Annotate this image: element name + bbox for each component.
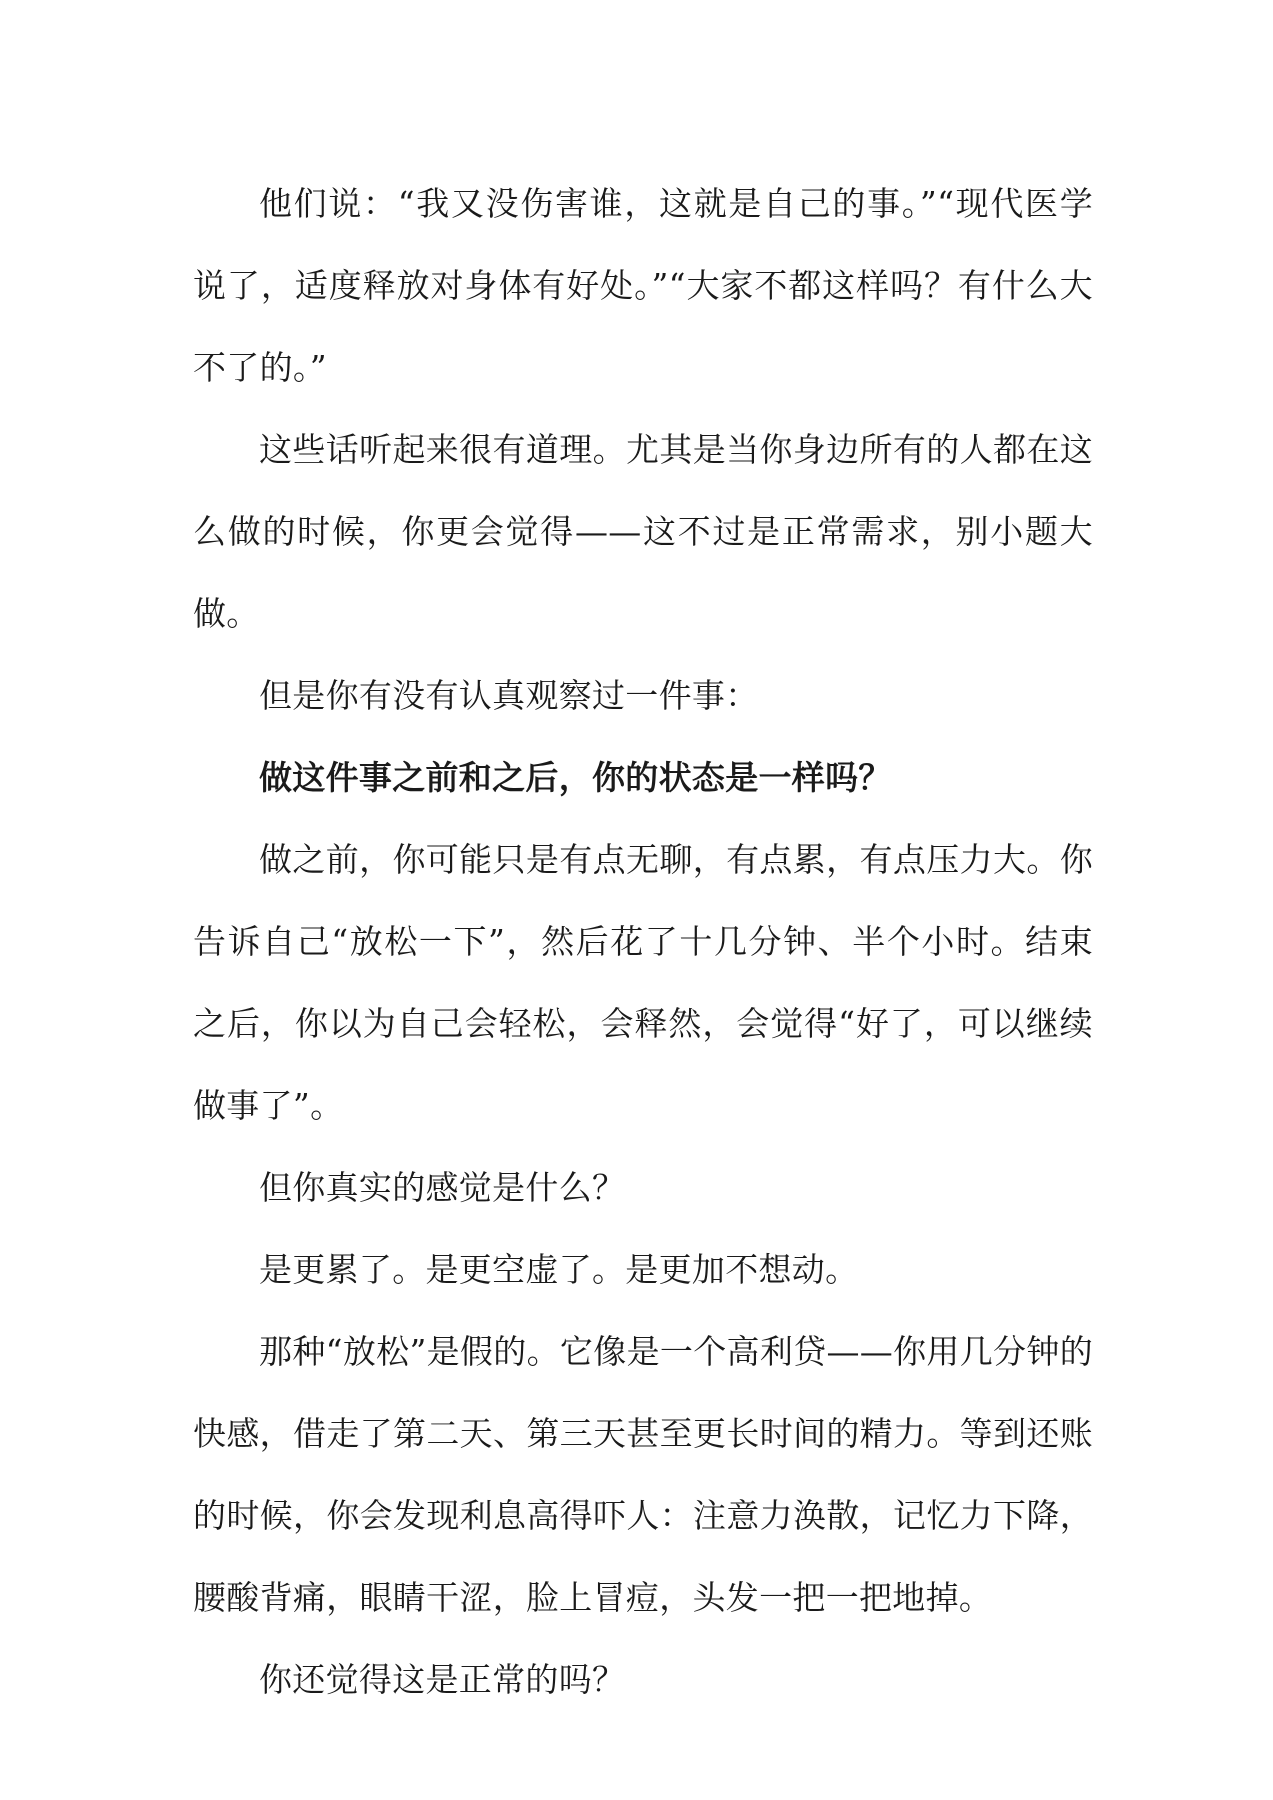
paragraph-3: 但是你有没有认真观察过一件事： [259, 676, 759, 715]
paragraph-4-bold-question: 做这件事之前和之后，你的状态是一样吗？ [259, 758, 892, 797]
paragraph-1: 他们说：“我又没伤害谁，这就是自己的事。”“现代医学说了，适度释放对身体有好处。”“大家不都这样吗？有什么大不了的。” [193, 184, 1093, 387]
paragraph-8: 那种“放松”是假的。它像是一个高利贷——你用几分钟的快感，借走了第二天、第三天甚至更长时间的精力。等到还账的时候，你会发现利息高得吓人：注意力涣散，记忆力下降，腰酸背痛，眼睛干涩，脸上冒痘，头发一把一把地掉。 [193, 1332, 1093, 1617]
paragraph-9: 你还觉得这是正常的吗？ [259, 1660, 626, 1699]
paragraph-2: 这些话听起来很有道理。尤其是当你身边所有的人都在这么做的时候，你更会觉得——这不过是正常需求，别小题大做。 [193, 430, 1093, 633]
paragraph-5: 做之前，你可能只是有点无聊，有点累，有点压力大。你告诉自己“放松一下”，然后花了十几分钟、半个小时。结束之后，你以为自己会轻松，会释然，会觉得“好了，可以继续做事了”。 [193, 840, 1093, 1125]
body-text [193, 163, 1093, 1721]
paragraph-6: 但你真实的感觉是什么？ [259, 1168, 626, 1207]
paragraph-7: 是更累了。是更空虚了。是更加不想动。 [259, 1250, 859, 1289]
